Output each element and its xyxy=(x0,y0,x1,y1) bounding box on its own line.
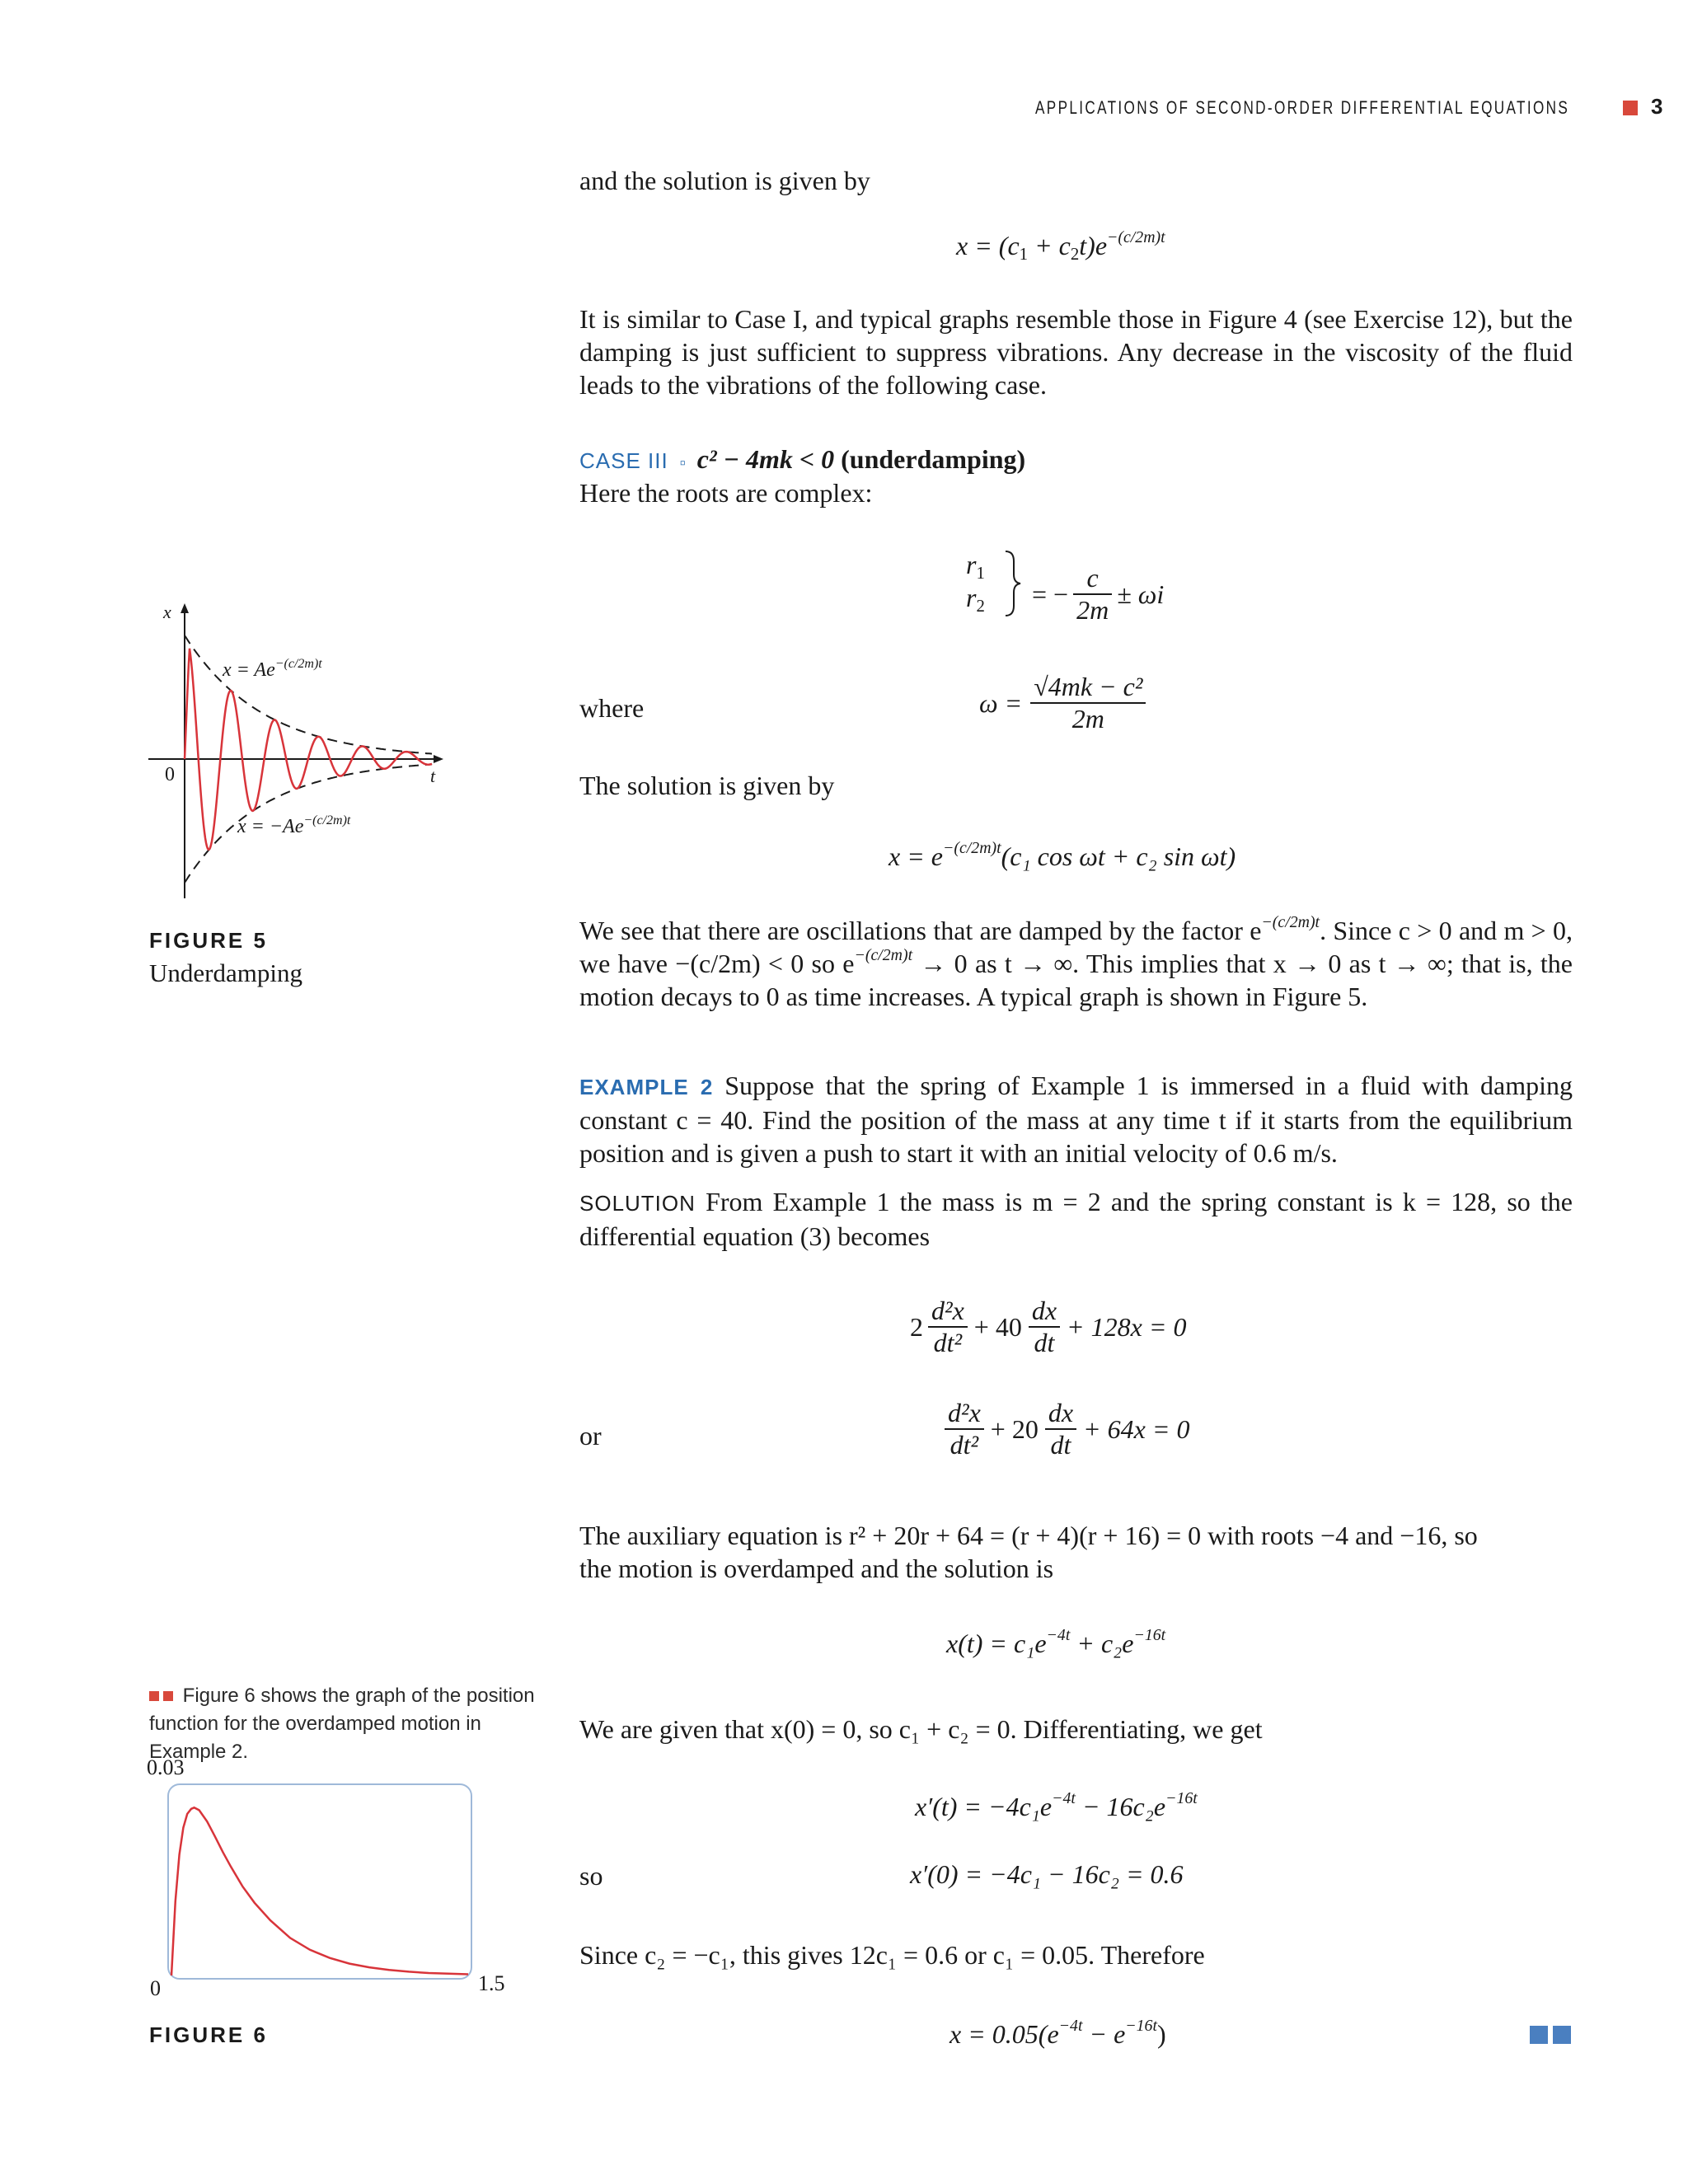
corner-marker-right-icon xyxy=(1553,2026,1571,2044)
side-note-text: Figure 6 shows the graph of the position function for the overdamped motion in Example 2. xyxy=(149,1685,535,1763)
corner-marker-left-icon xyxy=(1530,2026,1548,2044)
case-condition: c² − 4mk < 0 xyxy=(696,444,835,474)
example-2-paragraph xyxy=(579,1069,1573,1169)
where-label: where xyxy=(579,693,645,723)
solution-text: From Example 1 the mass is m = 2 and the spring constant is k = 128, so the differential equation (3) becomes xyxy=(579,1187,1573,1251)
example-2-text: Suppose that the spring of Example 1 is immersed in a fluid with damping constant c = 40. Find the position of the mass at any time t if it starts from the equilibrium position and is given a push to start it with an initial velocity of 0.6 m/s. xyxy=(579,1071,1573,1168)
so-label: so xyxy=(579,1861,603,1891)
figure-5-plot xyxy=(140,593,470,907)
x-tick-label-max: 1.5 xyxy=(478,1971,505,1995)
brace-icon xyxy=(1002,550,1024,617)
case-separator-icon: ▫ xyxy=(679,454,686,472)
or-label: or xyxy=(579,1421,602,1451)
note-marker-icon xyxy=(163,1691,173,1701)
x-tick-label-min: 0 xyxy=(150,1976,161,1999)
solution-paragraph xyxy=(579,1185,1573,1253)
equation-derivative: $x'(t) = -4c_1e^{-4t} - 16c_2e^{-16t}$ xyxy=(915,1789,1198,1821)
y-axis-arrow-icon xyxy=(181,603,189,613)
solution-label: SOLUTION xyxy=(579,1191,696,1216)
figure-6-label: FIGURE 6 xyxy=(149,2022,268,2047)
plot-frame xyxy=(168,1784,471,1979)
differential-equation-2: $\frac{\text{d²x}}{\text{dt²}}$ + 20 $\frac{dx}{dt}$ + 64x = 0 xyxy=(945,1398,1189,1460)
omega-equation: ω = $\frac{\text{√4mk − c²}}{2m}$ xyxy=(979,672,1146,734)
auxiliary-equation-paragraph: The auxiliary equation is r² + 20r + 64 = (r + 4)(r + 16) = 0 with roots −4 and −16, so the motion is overdamped and the solution is xyxy=(579,1521,1478,1583)
since-line: Since c₂ = −c₁, this gives 12c₁ = 0.6 or c₁ = 0.05. Therefore xyxy=(579,1940,1205,1970)
page-number: 3 xyxy=(1651,94,1666,119)
equation-general-solution: $x(t) = c_1e^{-4t} + c_2e^{-16t}$ xyxy=(946,1626,1166,1658)
figure-5-label: FIGURE 5 xyxy=(149,928,268,953)
case-3-heading xyxy=(579,443,1025,480)
differential-equation-1: 2 $\frac{\text{d²x}}{\text{dt²}}$ + 40 $\frac{dx}{dt}$ + 128x = 0 xyxy=(910,1296,1187,1357)
figure-5-caption: Underdamping xyxy=(149,958,302,987)
intro-line: and the solution is given by xyxy=(579,166,870,195)
series-line-x-of-t xyxy=(171,1807,468,1975)
equation-final-solution: $x = 0.05(e^{-4t} - e^{-16t})$ xyxy=(950,2017,1166,2049)
header-marker-icon xyxy=(1623,101,1638,115)
lower-envelope-label: $x = -Ae^{-(c/2m)t}$ xyxy=(237,813,351,837)
paragraph-case-comparison: It is similar to Case I, and typical graphs resemble those in Figure 4 (see Exercise 12), but the damping is just sufficient to suppress vibrations. Any decrease in the viscosity of the fluid leads to the vibrations of the following case. xyxy=(579,304,1573,400)
initial-condition-line: We are given that x(0) = 0, so c₁ + c₂ = 0. Differentiating, we get xyxy=(579,1714,1263,1744)
note-marker-icon xyxy=(149,1691,159,1701)
t-axis-arrow-icon xyxy=(434,755,443,763)
running-header xyxy=(1035,94,1665,120)
upper-envelope-label: $x = Ae^{-(c/2m)t}$ xyxy=(223,657,322,681)
equation-initial-velocity: x′(0) = −4c₁ − 16c₂ = 0.6 xyxy=(910,1859,1184,1889)
solution-given-line: The solution is given by xyxy=(579,771,835,800)
case-label: CASE III xyxy=(579,448,668,473)
figure-6-chart xyxy=(140,1751,569,1999)
example-2-label: EXAMPLE 2 xyxy=(579,1075,714,1099)
equation-underdamped: $x = e^{-(c/2m)t}(c_1$ cos ωt + c₂ sin ωt) xyxy=(889,839,1236,871)
x-axis-label: x xyxy=(163,602,171,622)
paragraph-damped-oscillations: We see that there are oscillations that are damped by the factor $e^{-(c/2m)t}$. Since c > 0 and m > 0, we have −(c/2m) < 0 so $e^{-(c/2m)t} \to 0$ as t → ∞. This implies that x → 0 as t → ∞; that is, the motion decays to 0 as time increases. A typical graph is shown in Figure 5. xyxy=(579,913,1573,1011)
equation-critical-damping: $x = (c_1 + c_2t)e^{-(c/2m)t}$ xyxy=(956,228,1165,265)
origin-label: 0 xyxy=(165,764,175,785)
running-title: APPLICATIONS OF SECOND-ORDER DIFFERENTIAL EQUATIONS xyxy=(1035,97,1570,118)
y-tick-label-max: 0.03 xyxy=(147,1755,185,1779)
case-name: (underdamping) xyxy=(841,444,1026,474)
case-3-subtext: Here the roots are complex: xyxy=(579,478,873,508)
series-group xyxy=(171,1807,468,1975)
t-axis-label: t xyxy=(430,766,436,786)
